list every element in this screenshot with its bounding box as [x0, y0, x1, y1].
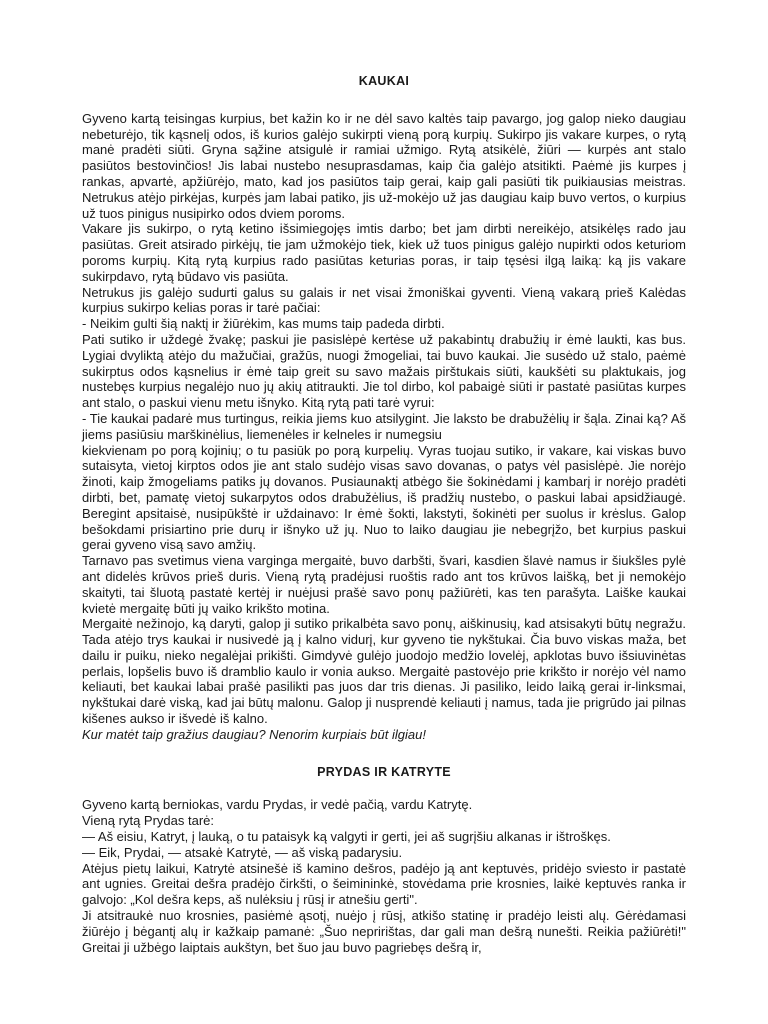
story-title-kaukai: KAUKAI: [358, 74, 410, 88]
paragraph: kiekvienam po porą kojinių; o tu pasiūk po porą kurpelių. Vyras tuojau sutiko, ir vakare, kai viskas buvo sutaisyta, vietoj kirptos odos jie ant stalo sudėjo visas savo dovanas, o patys vėl pasislėpė. Jie norėjo žinoti, kaip žmogeliams patiks jų dovanos. Pusiaunaktį atbėgo šie šokinėdami į kambarį ir norėjo pradėti dirbti, bet, pamatę vietoj sukarpytos odos drabužėlius, iš pradžių nustebo, o paskui labai apsidžiaugė. Beregint apsitaisė, nusipūkštė ir uždainavo: Ir ėmė šokti, lakstyti, šokinėti per suolus ir krėslus. Galop bešokdami prisiartino prie durų ir išnyko už jų. Nuo to laiko daugiau jie nebegrįžo, bet kurpius paskui gerai gyveno visą savo amžių.: [82, 442, 686, 553]
paragraph: Netrukus jis galėjo sudurti galus su galais ir net visai žmoniškai gyventi. Vieną vakarą prieš Kalėdas kurpius sukirpo kelias poras ir tarė pačiai:: [82, 284, 686, 316]
document-page: [82, 74, 686, 955]
paragraph: - Tie kaukai padarė mus turtingus, reikia jiems kuo atsilygint. Jie laksto be drabužėlių ir šąla. Zinai ką? Aš jiems pasiūsiu marškinėlius, liemenėles ir kelneles ir numegsiu: [82, 410, 686, 442]
paragraph: — Aš eisiu, Katryt, į lauką, o tu pataisyk ką valgyti ir gerti, jei aš sugrįšiu alkanas ir ištroškęs.: [82, 829, 611, 845]
paragraph: Gyveno kartą teisingas kurpius, bet kažin ko ir ne dėl savo kaltės taip pavargo, jog galop nieko daugiau nebeturėjo, tik kąsnelį odos, iš kurios galėjo sukirpti vieną porą kurpių. Sukirpo jis vakare kurpes, o rytą manė pradėti siūti. Gryna sąžine atsigulė ir ramiai užmigo. Rytą atsikėlė, žiūri — kurpės ant stalo pasiūtos bestovinčios! Jis labai nustebo nesuprasdamas, kaip čia galėjo atsitikti. Paėmė jis kurpes į rankas, apvartė, apžiūrėjo, mato, kad jos pasiūtos taip gerai, kaip gali pasiūti tik puikiausias meistras. Netrukus atėjo pirkėjas, kurpės jam labai patiko, jis už-mokėjo už jas daugiau kaip buvo vertos, o kurpius už tuos pinigus nusipirko odos dviem poroms.: [82, 110, 686, 221]
story-title-prydas: PRYDAS IR KATRYTE: [317, 764, 451, 779]
story-body-prydas: [82, 797, 686, 955]
paragraph: Ji atsitraukė nuo krosnies, pasiėmė ąsotį, nuėjo į rūsį, atkišo statinę ir pradėjo leisti alų. Gėrėdamasi žiūrėjo į bėgantį alų ir kažkaip pamanė: „Šuo nepririštas, dar gali man dešrą nunešti. Reikia pažiūrėti!" Greitai ji užbėgo laiptais aukštyn, bet šuo jau buvo pagriebęs dešrą ir,: [82, 908, 686, 955]
paragraph: Atėjus pietų laikui, Katrytė atsinešė iš kamino dešros, padėjo ją ant keptuvės, pridėjo sviesto ir pastatė ant ugnies. Greitai dešra pradėjo čirkšti, o šeimininkė, stovėdama prie krosnies, laikė keptuvės ranka ir galvojo: „Kol dešra keps, aš nulėksiu į rūsį ir atnešiu gerti".: [82, 860, 686, 908]
paragraph: Vakare jis sukirpo, o rytą ketino išsimiegojęs imtis darbo; bet jam dirbti nereikėjo, atsikėlęs rado jau pasiūtas. Greit atsirado pirkėjų, tie jam užmokėjo tiek, kiek už tuos pinigus galėjo nupirkti odos keturiom poroms kurpių. Kitą rytą kurpius rado pasiūtas keturias poras, ir taip tęsėsi ilgą laiką: ką jis vakare sukirpdavo, rytą būdavo vis pasiūta.: [82, 221, 686, 284]
closing-verse: Kur matėt taip gražius daugiau? Nenorim kurpiais būt ilgiau!: [82, 726, 426, 742]
story-body-kaukai: [82, 111, 686, 743]
paragraph: Mergaitė nežinojo, ką daryti, galop ji sutiko prikalbėta savo ponų, aiškinusių, kad atsisakyti būtų negražu. Tada atėjo trys kaukai ir nusivedė ją į kalno vidurį, kur gyveno tie nykštukai. Čia buvo viskas maža, bet dailu ir puiku, nieko negalėjai prikišti. Gimdyvė gulėjo juodojo medžio lovelėj, apklotas buvo išsiuvinėtas perlais, lopšelis buvo iš dramblio kaulo ir vonia aukso. Mergaitė pastovėjo prie krikšto ir norėjo vėl namo keliauti, bet kaukai labai prašė pasilikti pas juos dar tris dienas. Ji pasiliko, leido laiką gerai ir-linksmai, nykštukai darė viską, kad jai būtų malonu. Galop ji nusprendė keliauti į namus, tada jie prigrūdo jai pilnas kišenes aukso ir išvedė iš kalno.: [82, 616, 686, 727]
paragraph: Vieną rytą Prydas tarė:: [82, 813, 214, 829]
paragraph: Gyveno kartą berniokas, vardu Prydas, ir vedė pačią, vardu Katrytę.: [82, 797, 473, 813]
paragraph: Tarnavo pas svetimus viena vargingа mergaitė, buvo darbšti, švari, kasdien šlavė namus ir šiukšles pylė ant didelės krūvos prieš duris. Vieną rytą pradėjusi ruoštis rado ant tos krūvos laišką, bet ji nemokėjo skaityti, tai šluotą pastatė kertėj ir nuėjusi prašė savo ponų pažiūrėti, kas ten parašyta. Laiške kaukai kvietė mergaitę būti jų vaiko krikšto motina.: [82, 553, 686, 616]
paragraph: Pati sutiko ir uždegė žvakę; paskui jie pasislėpė kertėse už pakabintų drabužių ir ėmė laukti, kas bus. Lygiai dvyliktą atėjo du mažučiai, gražūs, nuogi žmogeliai, tai buvo kaukai. Jie susėdo už stalo, paėmė sukirptus odos kąsnelius ir ėmė taip greit su savo mažais pirštukais siūti, kaukšėti su plaktukais, jog nustebęs kurpius negalėjo nuo jų akių atitraukti. Jie tol dirbo, kol pabaigė siūti ir pastatė pasiūtas kurpes ant stalo, o paskui vienu metu išnyko. Kitą rytą pati tarė vyrui:: [82, 331, 686, 411]
paragraph: — Eik, Prydai, — atsakė Katrytė, — aš viską padarysiu.: [82, 844, 403, 860]
paragraph: - Neikim gulti šią naktį ir žiūrėkim, kas mums taip padeda dirbti.: [82, 316, 445, 332]
